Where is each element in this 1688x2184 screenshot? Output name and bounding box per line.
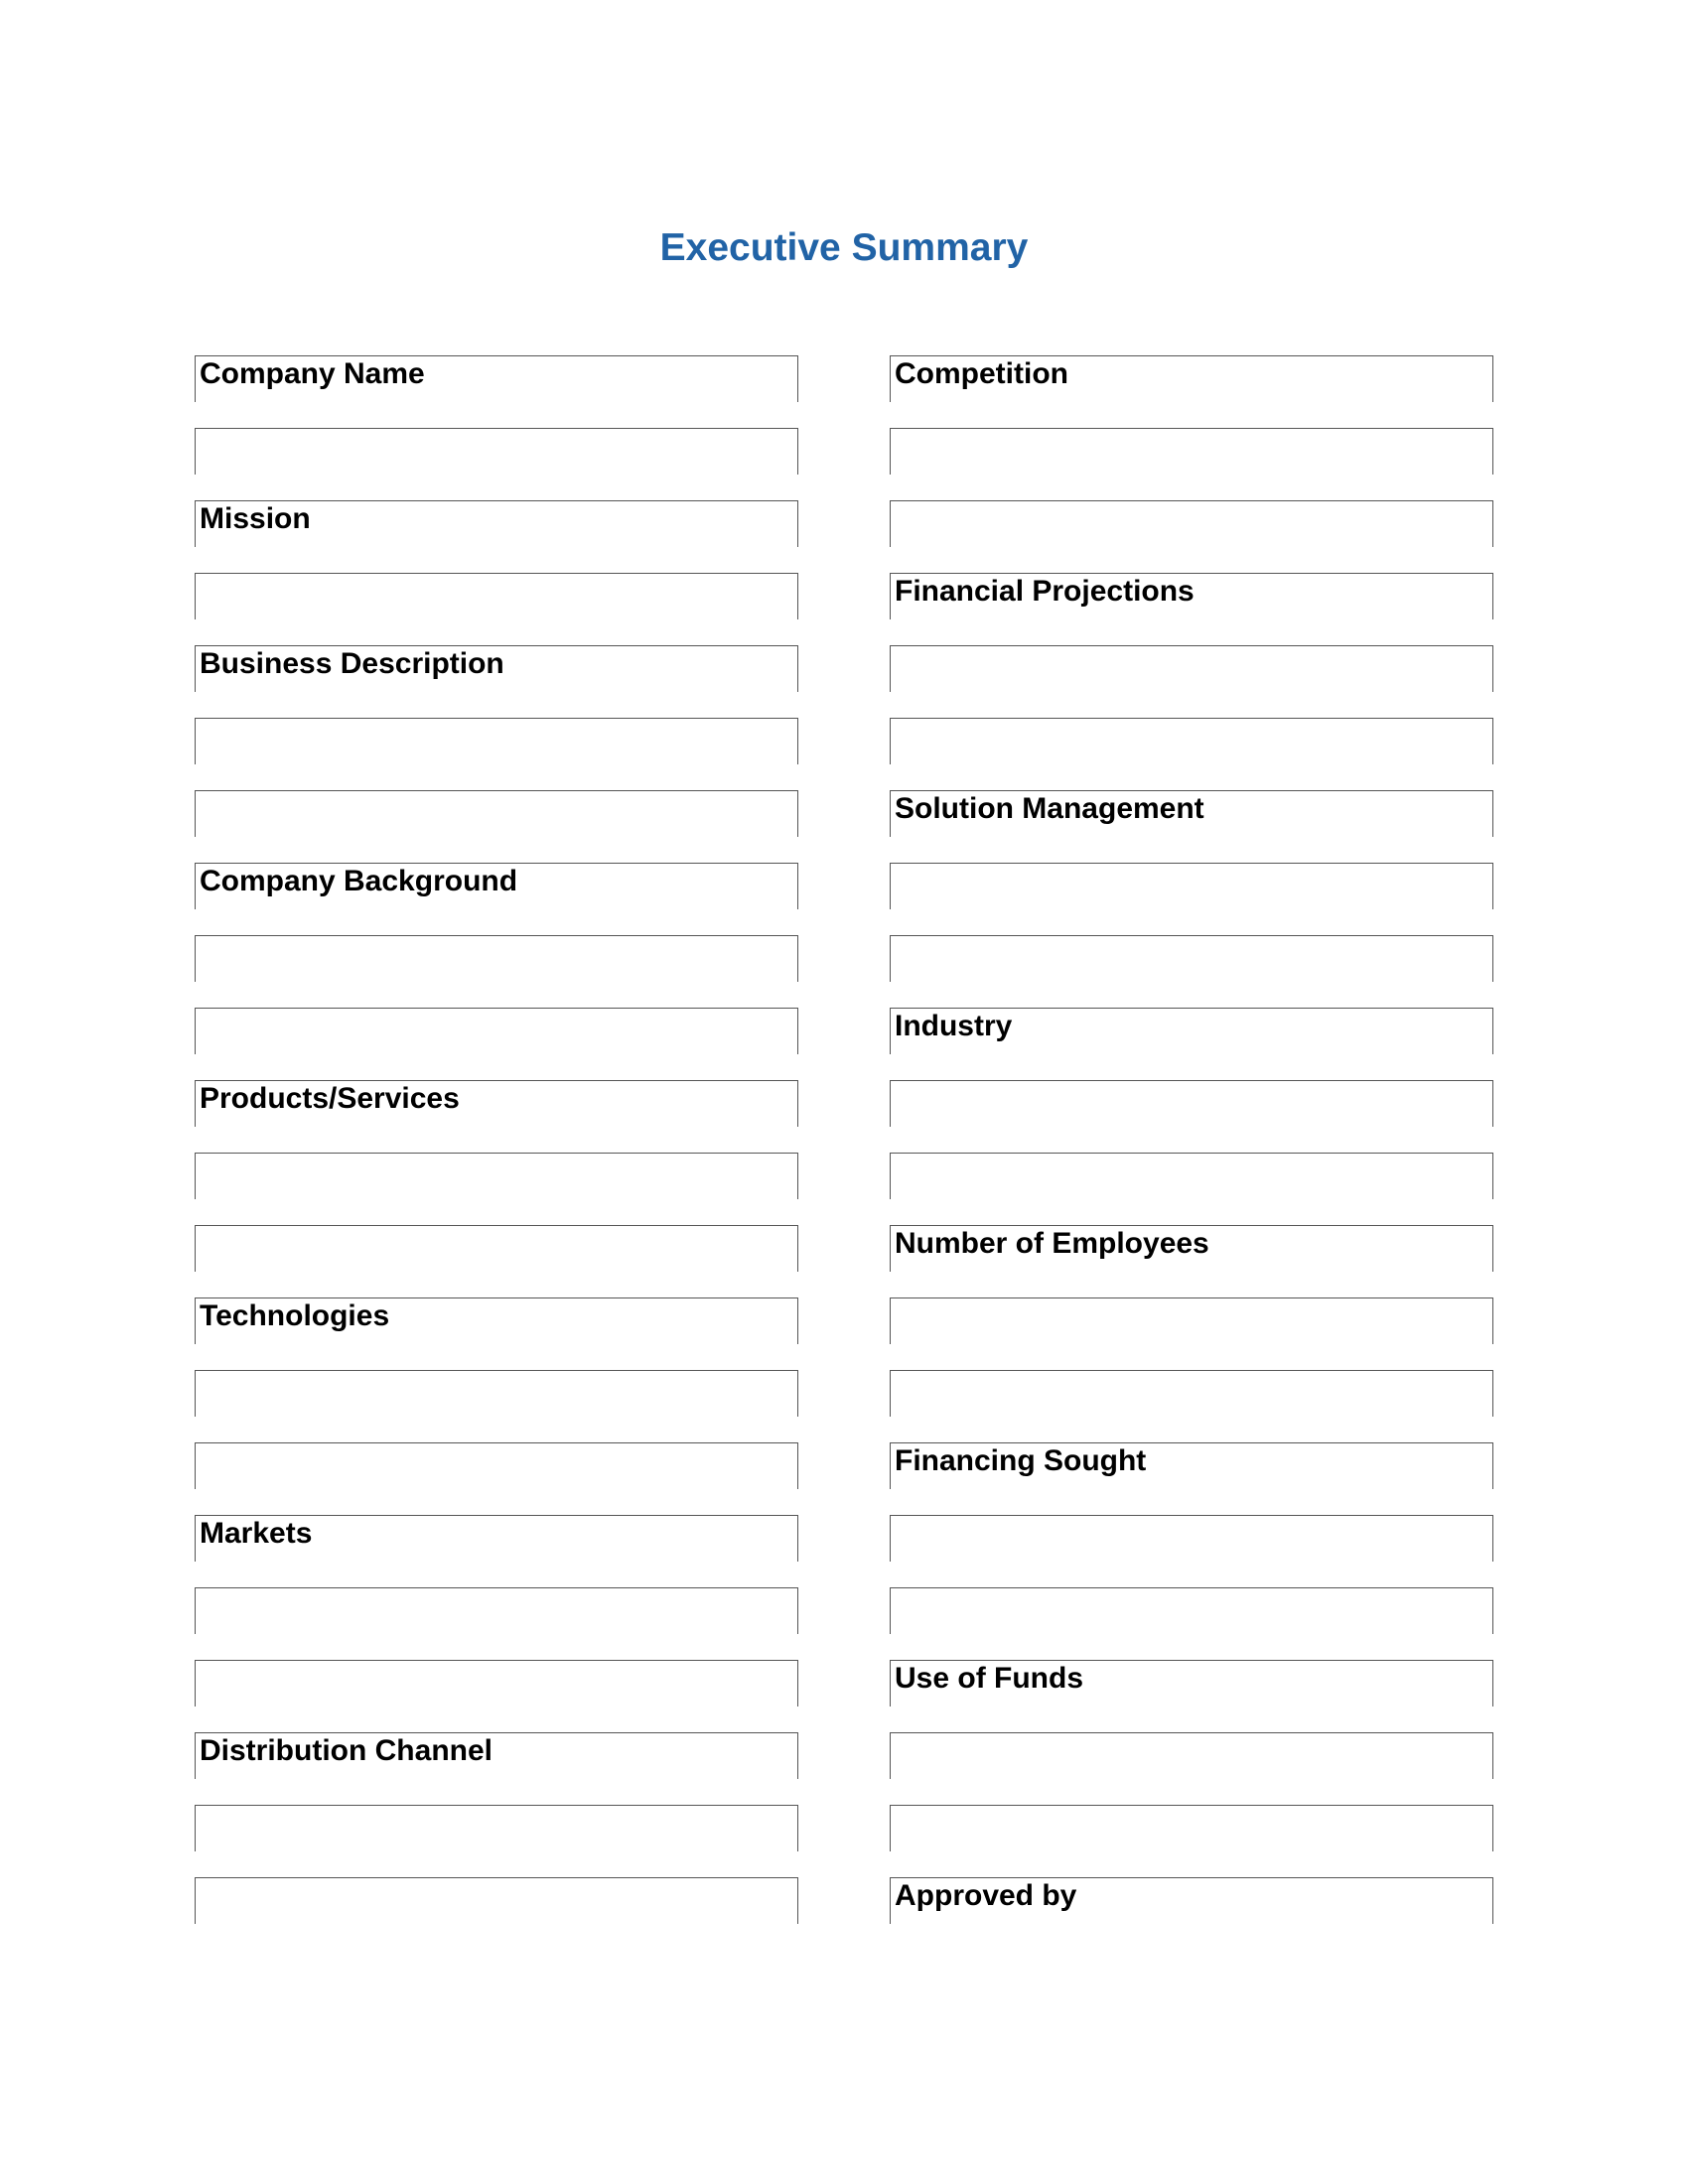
label-cell-markets: Markets [195,1515,798,1562]
right-form-column [890,355,1493,1950]
left-entry-field[interactable] [195,1660,798,1706]
right-entry-field[interactable] [890,1153,1493,1199]
right-entry-field[interactable] [890,428,1493,475]
left-entry-field[interactable] [195,1153,798,1199]
left-entry-field[interactable] [195,935,798,982]
left-entry-field[interactable] [195,1225,798,1272]
label-cell-solution-management: Solution Management [890,790,1493,837]
document-title: Executive Summary [659,226,1029,269]
left-entry-field[interactable] [195,1008,798,1054]
right-entry-field[interactable] [890,500,1493,547]
left-entry-field[interactable] [195,1370,798,1417]
left-entry-field[interactable] [195,790,798,837]
right-entry-field[interactable] [890,718,1493,764]
right-entry-field[interactable] [890,935,1493,982]
right-entry-field[interactable] [890,1370,1493,1417]
label-cell-company-name: Company Name [195,355,798,402]
label-cell-business-description: Business Description [195,645,798,692]
right-entry-field[interactable] [890,1587,1493,1634]
right-entry-field[interactable] [890,1515,1493,1562]
left-entry-field[interactable] [195,573,798,619]
right-entry-field[interactable] [890,1732,1493,1779]
right-entry-field[interactable] [890,1805,1493,1851]
right-entry-field[interactable] [890,1080,1493,1127]
label-cell-number-of-employees: Number of Employees [890,1225,1493,1272]
label-cell-financial-projections: Financial Projections [890,573,1493,619]
label-cell-company-background: Company Background [195,863,798,909]
right-entry-field[interactable] [890,1297,1493,1344]
left-entry-field[interactable] [195,718,798,764]
left-entry-field[interactable] [195,1877,798,1924]
right-entry-field[interactable] [890,645,1493,692]
label-cell-industry: Industry [890,1008,1493,1054]
left-entry-field[interactable] [195,428,798,475]
label-cell-competition: Competition [890,355,1493,402]
label-cell-mission: Mission [195,500,798,547]
left-form-column [195,355,798,1950]
label-cell-distribution-channel: Distribution Channel [195,1732,798,1779]
label-cell-products-services: Products/Services [195,1080,798,1127]
left-entry-field[interactable] [195,1587,798,1634]
right-entry-field[interactable] [890,863,1493,909]
left-entry-field[interactable] [195,1805,798,1851]
left-entry-field[interactable] [195,1442,798,1489]
label-cell-financing-sought: Financing Sought [890,1442,1493,1489]
label-cell-use-of-funds: Use of Funds [890,1660,1493,1706]
label-cell-approved-by: Approved by [890,1877,1493,1924]
label-cell-technologies: Technologies [195,1297,798,1344]
